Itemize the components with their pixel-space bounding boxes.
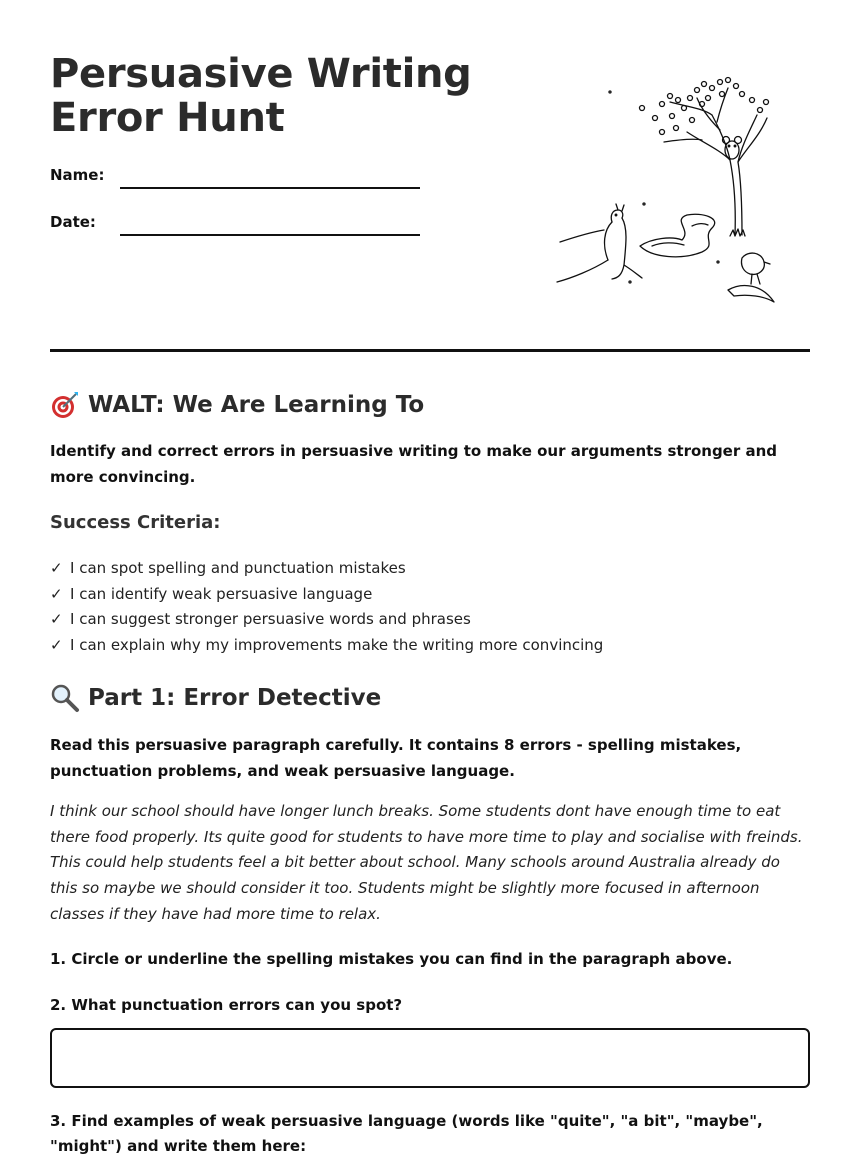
name-field[interactable] bbox=[120, 187, 420, 189]
tree-trunk-right bbox=[738, 115, 757, 235]
tree-branch bbox=[687, 132, 730, 160]
question-3: 3. Find examples of weak persuasive language (words like "quite", "a bit", "maybe", "might") and write them here: bbox=[50, 1112, 763, 1155]
lake-ripple bbox=[692, 224, 708, 226]
part1-instructions: Read this persuasive paragraph carefully. It contains 8 errors - spelling mistakes, punctuation problems, and weak persuasive language. bbox=[50, 736, 742, 780]
page-title: Persuasive Writing Error Hunt bbox=[50, 51, 472, 141]
walt-statement: Identify and correct errors in persuasive writing to make our arguments stronger and more convincing. bbox=[50, 442, 778, 486]
list-item: ✓ I can suggest stronger persuasive words and phrases bbox=[50, 607, 810, 633]
checkmark-icon: ✓ bbox=[50, 584, 63, 603]
part1-heading-text: Part 1: Error Detective bbox=[88, 685, 382, 711]
success-criteria-heading: Success Criteria: bbox=[50, 512, 221, 533]
question-1: 1. Circle or underline the spelling mistakes you can find in the paragraph above. bbox=[50, 950, 733, 968]
name-label: Name: bbox=[50, 166, 105, 184]
boomerang bbox=[728, 286, 774, 302]
target-icon bbox=[50, 390, 80, 420]
tree-trunk bbox=[712, 115, 735, 235]
tree-branch bbox=[717, 88, 728, 122]
date-label: Date: bbox=[50, 213, 96, 231]
section-divider bbox=[50, 349, 810, 352]
checkmark-icon: ✓ bbox=[50, 559, 63, 577]
kookaburra bbox=[741, 253, 770, 284]
question-2-answer-box[interactable] bbox=[50, 1028, 810, 1088]
list-item: ✓ I can identify weak persuasive language bbox=[50, 582, 810, 608]
checkmark-icon: ✓ bbox=[50, 635, 63, 654]
date-field[interactable] bbox=[120, 234, 420, 236]
magnifier-icon bbox=[50, 683, 80, 713]
list-item: ✓ I can spot spelling and punctuation mistakes bbox=[50, 556, 810, 582]
tree-leaves bbox=[640, 78, 769, 135]
tree-branch bbox=[664, 139, 702, 142]
checkmark-icon: ✓ bbox=[50, 610, 63, 628]
australian-animals-illustration bbox=[552, 70, 782, 310]
walt-heading-text: WALT: We Are Learning To bbox=[88, 392, 425, 418]
kangaroo bbox=[557, 204, 642, 282]
part1-heading bbox=[50, 683, 381, 713]
success-criteria-list bbox=[50, 556, 810, 658]
question-2: 2. What punctuation errors can you spot? bbox=[50, 996, 403, 1014]
lake bbox=[640, 214, 715, 257]
grass bbox=[730, 229, 745, 236]
list-item: ✓ I can explain why my improvements make the writing more convincing bbox=[50, 633, 810, 659]
walt-heading bbox=[50, 390, 424, 420]
persuasive-paragraph: I think our school should have longer lunch breaks. Some students dont have enough time to eat there food properly. Its quite good for students to have more time to play and socialise with freinds. This could help students feel a bit better about school. Many schools around Australia already do this so maybe we should consider it too. Students might be slightly more focused in afternoon classes if they have had more time to relax. bbox=[50, 802, 803, 923]
lake-ripple bbox=[652, 243, 684, 246]
